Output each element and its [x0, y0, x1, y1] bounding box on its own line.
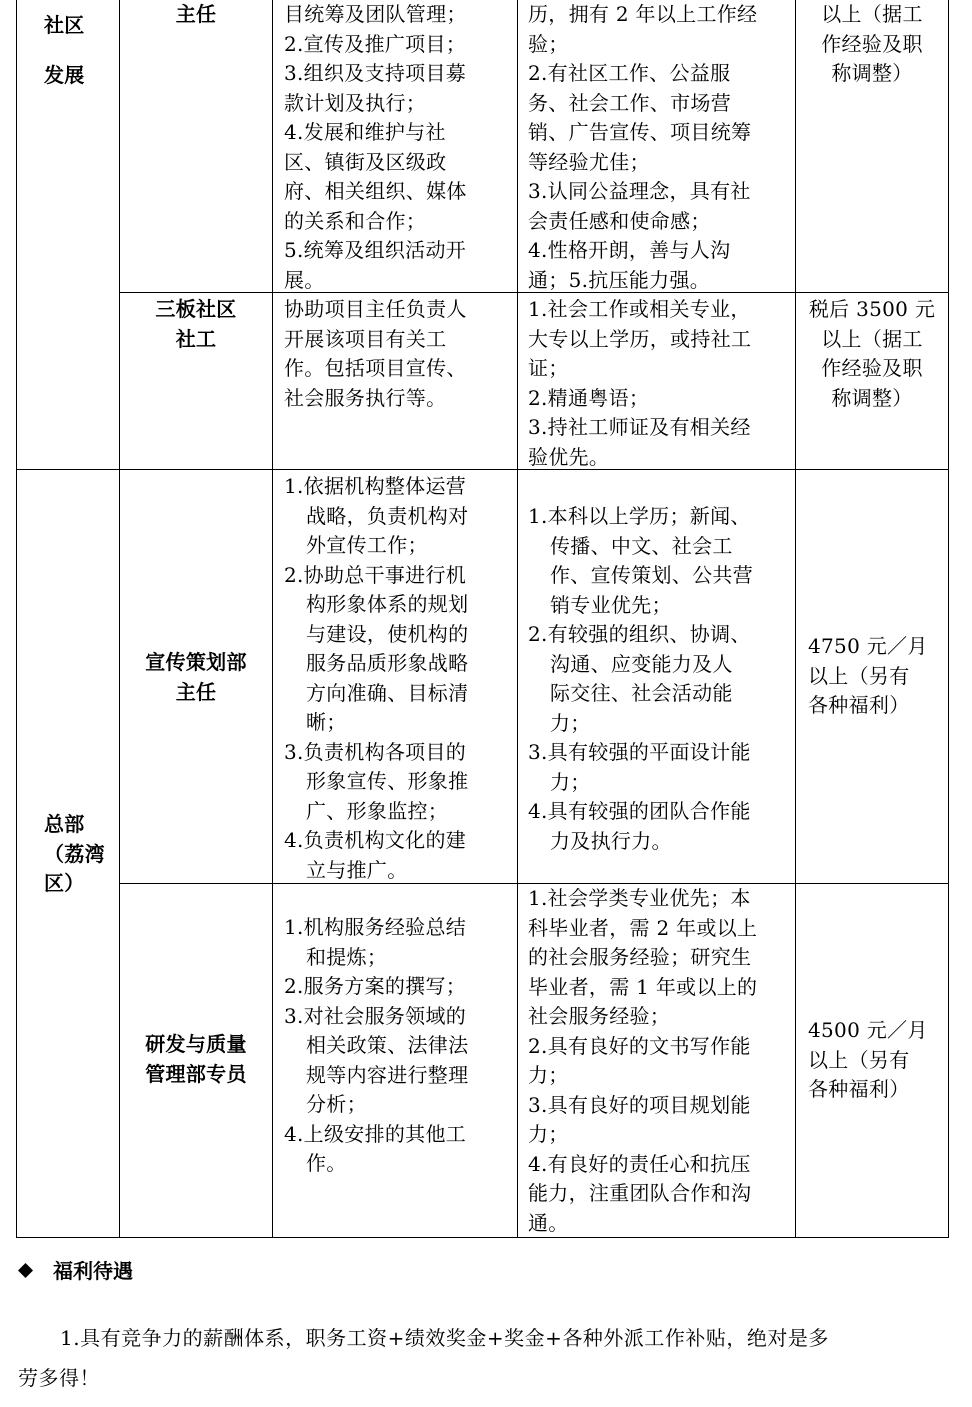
salary-cell: 4750 元／月 以上（另有 各种福利）: [808, 634, 928, 717]
requirements-cell: 1.社会学类专业优先；本 科毕业者，需 2 年或以上 的社会服务经验；研究生 毕业者，需 1 年或以上的 社会服务经验； 2.具有良好的文书写作能 力； 3.具有良好的项目规划能 力； 4.有良好的责任心和抗压 能力，注重团队合作和沟 通。: [528, 886, 758, 1235]
position-title: 主任: [175, 2, 217, 26]
section-label-community: 社区 发展: [44, 13, 85, 87]
duties-cell: 1.机构服务经验总结 和提炼； 2.服务方案的撰写； 3.对社会服务领域的 相关政策、法律法 规等内容进行整理 分析； 4.上级安排的其他工 作。: [284, 915, 469, 1175]
welfare-item-1-line-1: 1.具有竞争力的薪酬体系，职务工资+绩效奖金+奖金+各种外派工作补贴，绝对是多: [60, 1326, 829, 1350]
requirements-cell: 1.社会工作或相关专业， 大专以上学历，或持社工 证； 2.精通粤语； 3.持社工师证及有相关经 验优先。: [528, 297, 752, 469]
table-border-left: [16, 0, 17, 1238]
salary-cell: 以上（据工 作经验及职 称调整）: [821, 2, 923, 85]
position-title: 三板社区 社工: [155, 297, 237, 351]
table-divider: [795, 0, 796, 1238]
section-label-headquarters: 总部 （荔湾 区）: [44, 812, 105, 895]
table-border-right: [948, 0, 949, 1238]
duties-cell: 目统筹及团队管理； 2.宣传及推广项目； 3.组织及支持项目募 款计划及执行； 4.发展和维护与社 区、镇街及区级政 府、相关组织、媒体 的关系和合作； 5.统筹及组织活动开 展。: [284, 2, 467, 292]
position-title: 研发与质量 管理部专员: [145, 1032, 247, 1086]
duties-cell: 协助项目主任负责人 开展该项目有关工 作。包括项目宣传、 社会服务执行等。: [284, 297, 467, 410]
duties-cell: 1.依据机构整体运营 战略，负责机构对 外宣传工作； 2.协助总干事进行机 构形象体系的规划 与建设，使机构的 服务品质形象战略 方向准确、目标清 晰； 3.负责机构各项目的 形象宣传、形象推 广、形象监控； 4.负责机构文化的建 立与推广。: [284, 474, 469, 882]
requirements-cell: 历，拥有 2 年以上工作经 验； 2.有社区工作、公益服 务、社会工作、市场营 销、广告宣传、项目统筹 等经验尤佳； 3.认同公益理念，具有社 会责任感和使命感； 4.性格开朗，善与人沟 通；5.抗压能力强。: [528, 2, 758, 292]
table-divider: [272, 0, 273, 1238]
table-divider: [517, 0, 518, 1238]
welfare-heading: [18, 1255, 133, 1284]
welfare-heading-text: 福利待遇: [53, 1259, 133, 1283]
requirements-cell: 1.本科以上学历；新闻、 传播、中文、社会工 作、宣传策划、公共营 销专业优先； 2.有较强的组织、协调、 沟通、应变能力及人 际交往、社会活动能 力； 3.具有较强的平面设计能 力； 4.具有较强的团队合作能 力及执行力。: [528, 504, 753, 853]
salary-cell: 税后 3500 元 以上（据工 作经验及职 称调整）: [808, 297, 936, 410]
recruitment-table: [16, 0, 949, 1238]
diamond-bullet-icon: [18, 1263, 33, 1278]
section-divider: [16, 469, 949, 470]
position-title: 宣传策划部 主任: [145, 650, 247, 704]
salary-cell: 4500 元／月 以上（另有 各种福利）: [808, 1018, 928, 1101]
table-border-bottom: [16, 1237, 949, 1238]
welfare-item-1-line-2: 劳多得！: [18, 1366, 100, 1390]
